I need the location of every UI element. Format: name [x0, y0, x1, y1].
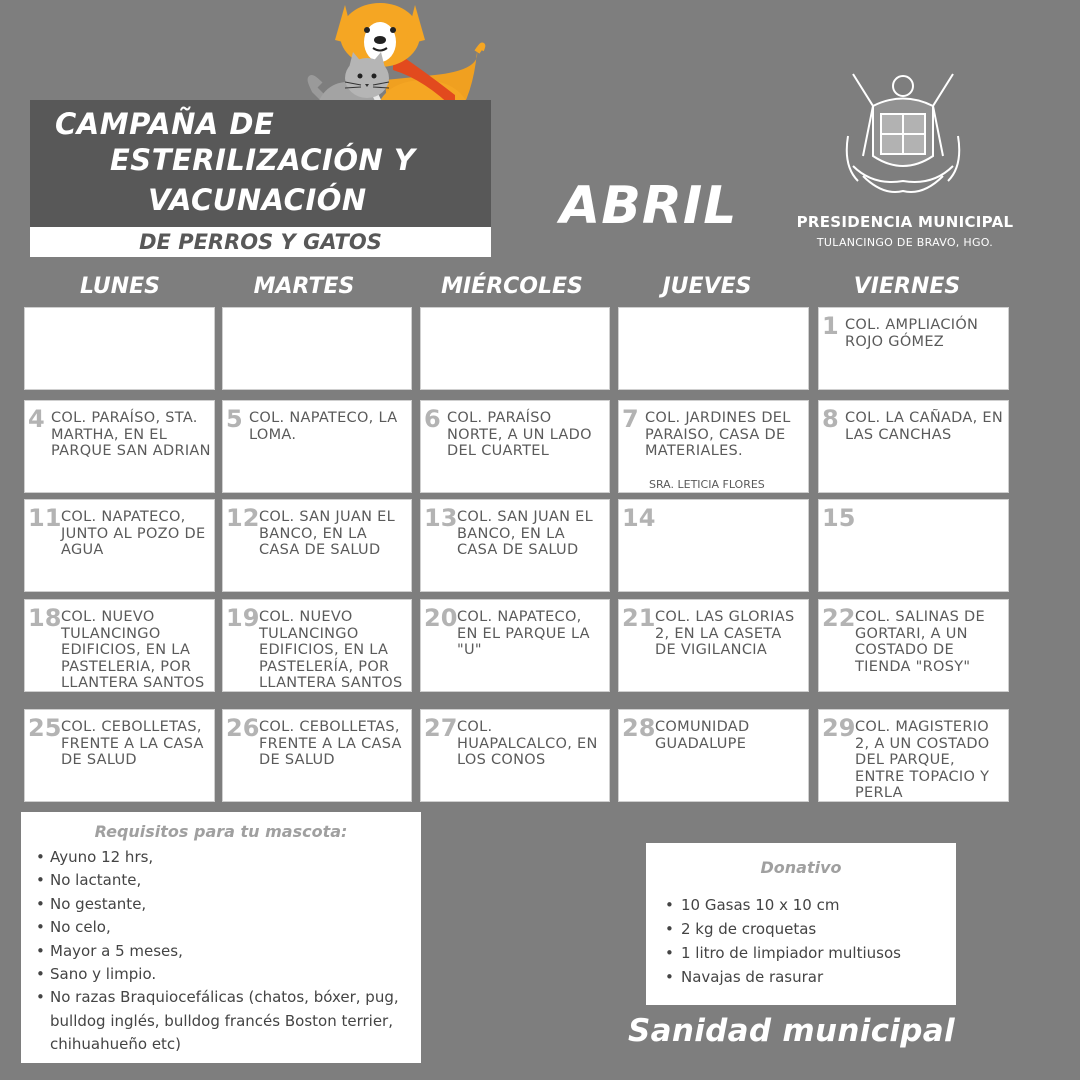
location-text: COL. NAPATECO, JUNTO AL POZO DE AGUA	[61, 509, 206, 558]
calendar-cell	[420, 709, 610, 802]
calendar-cell	[24, 400, 215, 493]
location-text: COL. CEBOLLETAS, FRENTE A LA CASA DE SALUD	[61, 719, 204, 768]
weekday-friday: VIERNES	[853, 274, 961, 299]
day-number: 12	[226, 504, 260, 532]
list-item: • No celo,	[36, 916, 416, 939]
coat-of-arms-icon	[843, 66, 963, 206]
title-line-2: ESTERILIZACIÓN Y	[110, 143, 416, 177]
government-place: TULANCINGO DE BRAVO, HGO.	[816, 236, 994, 249]
day-number: 14	[622, 504, 656, 532]
calendar-cell	[222, 400, 412, 493]
calendar-cell	[818, 499, 1009, 592]
calendar-cell	[24, 599, 215, 692]
weekday-tuesday: MARTES	[253, 274, 355, 299]
donation-list	[665, 893, 955, 989]
calendar-cell	[818, 307, 1009, 390]
list-item: • No razas Braquiocefálicas (chatos, bóxer, pug, bulldog inglés, bulldog francés Boston terrier, chihuahueño etc)	[36, 986, 416, 1056]
location-text: COL. PARAÍSO NORTE, A UN LADO DEL CUARTEL	[447, 410, 592, 459]
calendar-cell	[618, 709, 809, 802]
location-text: COL. LA CAÑADA, EN LAS CANCHAS	[845, 410, 1004, 443]
weekday-monday: LUNES	[80, 274, 160, 299]
location-text: COL. CEBOLLETAS, FRENTE A LA CASA DE SALUD	[259, 719, 402, 768]
government-name: PRESIDENCIA MUNICIPAL	[796, 213, 1014, 231]
location-text: COL. JARDINES DEL PARAISO, CASA DE MATERIALES.	[645, 410, 791, 459]
list-item: • No gestante,	[36, 893, 416, 916]
day-number: 29	[822, 714, 856, 742]
calendar-cell	[618, 400, 809, 493]
day-number: 22	[822, 604, 856, 632]
day-number: 5	[226, 405, 243, 433]
day-number: 13	[424, 504, 458, 532]
day-number: 1	[822, 312, 839, 340]
list-item: • 10 Gasas 10 x 10 cm	[665, 893, 955, 917]
list-item: • Ayuno 12 hrs,	[36, 846, 416, 869]
donation-title: Donativo	[760, 858, 842, 877]
list-item: • Navajas de rasurar	[665, 965, 955, 989]
weekday-thursday: JUEVES	[662, 274, 752, 299]
location-text: COL. PARAÍSO, STA. MARTHA, EN EL PARQUE SAN ADRIAN	[51, 410, 211, 459]
calendar-cell	[618, 499, 809, 592]
list-item: • 1 litro de limpiador multiusos	[665, 941, 955, 965]
list-item: • No lactante,	[36, 869, 416, 892]
day-number: 28	[622, 714, 656, 742]
calendar-cell	[420, 307, 610, 390]
day-number: 18	[28, 604, 62, 632]
day-number: 8	[822, 405, 839, 433]
requirements-list	[36, 846, 416, 1057]
calendar-cell	[420, 400, 610, 493]
day-number: 4	[28, 405, 45, 433]
calendar-cell	[222, 599, 412, 692]
list-item: • Mayor a 5 meses,	[36, 940, 416, 963]
subtitle: DE PERROS Y GATOS	[139, 230, 382, 254]
list-item: • Sano y limpio.	[36, 963, 416, 986]
list-item: • 2 kg de croquetas	[665, 917, 955, 941]
title-line-3: VACUNACIÓN	[148, 183, 367, 217]
location-text: COL. LAS GLORIAS 2, EN LA CASETA DE VIGILANCIA	[655, 609, 795, 658]
weekday-wednesday: MIÉRCOLES	[441, 274, 583, 299]
calendar-cell	[818, 599, 1009, 692]
location-text: COMUNIDAD GUADALUPE	[655, 719, 750, 752]
location-text: COL. SAN JUAN EL BANCO, EN LA CASA DE SALUD	[457, 509, 593, 558]
calendar-cell	[222, 499, 412, 592]
calendar-cell	[818, 709, 1009, 802]
location-text: COL. MAGISTERIO 2, A UN COSTADO DEL PARQUE, ENTRE TOPACIO Y PERLA	[855, 719, 990, 801]
calendar-cell	[24, 307, 215, 390]
day-number: 7	[622, 405, 639, 433]
day-number: 6	[424, 405, 441, 433]
footer-sanidad: Sanidad municipal	[628, 1013, 955, 1049]
calendar-cell	[818, 400, 1009, 493]
day-number: 27	[424, 714, 458, 742]
calendar-cell	[222, 709, 412, 802]
calendar-cell	[24, 709, 215, 802]
calendar-cell	[420, 599, 610, 692]
location-text: COL. NUEVO TULANCINGO EDIFICIOS, EN LA PASTELERIA, POR LLANTERA SANTOS	[61, 609, 205, 691]
location-text: COL. SAN JUAN EL BANCO, EN LA CASA DE SALUD	[259, 509, 395, 558]
day-number: 21	[622, 604, 656, 632]
calendar-cell	[618, 307, 809, 390]
calendar-cell	[24, 499, 215, 592]
contact-note: SRA. LETICIA FLORES	[649, 478, 765, 491]
month-title: ABRIL	[560, 176, 738, 236]
day-number: 15	[822, 504, 856, 532]
calendar-cell	[222, 307, 412, 390]
day-number: 25	[28, 714, 62, 742]
calendar-cell	[420, 499, 610, 592]
location-text: COL. AMPLIACIÓN ROJO GÓMEZ	[845, 317, 979, 350]
day-number: 20	[424, 604, 458, 632]
day-number: 19	[226, 604, 260, 632]
location-text: COL. SALINAS DE GORTARI, A UN COSTADO DE TIENDA "ROSY"	[855, 609, 985, 675]
day-number: 26	[226, 714, 260, 742]
day-number: 11	[28, 504, 62, 532]
calendar-cell	[618, 599, 809, 692]
location-text: COL. NAPATECO, LA LOMA.	[249, 410, 398, 443]
location-text: COL. NUEVO TULANCINGO EDIFICIOS, EN LA PASTELERÍA, POR LLANTERA SANTOS	[259, 609, 403, 691]
location-text: COL. NAPATECO, EN EL PARQUE LA "U"	[457, 609, 590, 658]
requirements-title: Requisitos para tu mascota:	[94, 822, 348, 841]
location-text: COL. HUAPALCALCO, EN LOS CONOS	[457, 719, 598, 768]
title-line-1: CAMPAÑA DE	[55, 107, 275, 141]
